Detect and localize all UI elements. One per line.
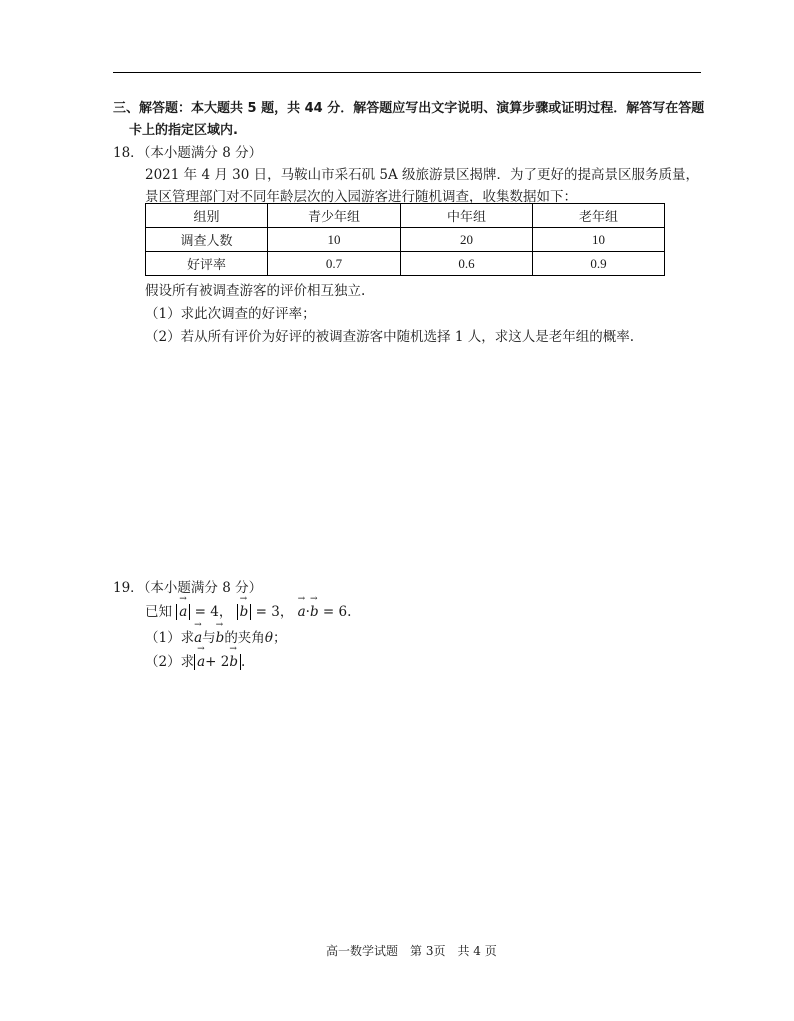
- abs-a: [176, 604, 190, 620]
- q19-given: 已知 → a = 4， → b = 3， → a·→ b = 6.: [145, 600, 351, 620]
- table-cell: 0.7: [268, 252, 401, 276]
- q18-assumption: 假设所有被调查游客的评价相互独立.: [145, 283, 366, 299]
- table-header-row: [146, 204, 665, 228]
- section-header-line1: 三、解答题：本大题共 5 题，共 44 分．解答题应写出文字说明、演算步骤或证明过程．解答写在答题: [113, 101, 705, 116]
- table-cell: 0.9: [533, 252, 665, 276]
- page-footer: 高一数学试题 第 3页 共 4 页: [326, 944, 497, 958]
- vector-a: → a: [298, 604, 306, 620]
- top-rule: [113, 72, 701, 73]
- table-header-cell: 中年组: [401, 204, 533, 228]
- q18-header: [113, 141, 262, 161]
- dot-product: = 6: [322, 604, 348, 620]
- table-row: [146, 228, 665, 252]
- q19-part2: （2）求→ a+ 2→ b .: [145, 650, 245, 670]
- table-cell: 0.6: [401, 252, 533, 276]
- q18-part2: （2）若从所有评价为好评的被调查游客中随机选择 1 人，求这人是老年组的概率.: [145, 329, 635, 345]
- a-magnitude: = 4: [194, 604, 219, 620]
- table-row: [146, 252, 665, 276]
- q19-number: 19．: [113, 580, 144, 596]
- part1-suffix: 的夹角: [224, 630, 265, 646]
- table-cell: 调查人数: [146, 228, 268, 252]
- vector-b: → b: [229, 654, 238, 670]
- vector-b: → b: [240, 604, 249, 620]
- vector-a: → a: [179, 604, 187, 620]
- table-header-cell: 组别: [146, 204, 268, 228]
- vector-a: → a: [194, 630, 202, 646]
- q18-intro-line2: 景区管理部门对不同年龄层次的入园游客进行随机调查，收集数据如下：: [145, 189, 577, 205]
- table-cell: 好评率: [146, 252, 268, 276]
- part2-plus: + 2: [205, 654, 230, 670]
- q18-part1: （1）求此次调查的好评率；: [145, 306, 316, 322]
- q18-number: 18．: [113, 145, 144, 161]
- theta-symbol: θ: [264, 630, 273, 646]
- abs-b: [237, 604, 252, 620]
- survey-table: [145, 203, 665, 276]
- part1-prefix: （1）求: [145, 630, 195, 646]
- part1-mid: 与: [202, 630, 216, 646]
- table-cell: 20: [401, 228, 533, 252]
- table-cell: 10: [533, 228, 665, 252]
- table-cell: 10: [268, 228, 401, 252]
- vector-b: → b: [310, 604, 319, 620]
- vector-b: → b: [216, 630, 225, 646]
- q19-part1: （1）求→ a与→ b的夹角θ；: [145, 626, 286, 646]
- q18-points: （本小题满分 8 分）: [143, 145, 263, 161]
- q19-points: （本小题满分 8 分）: [143, 580, 263, 596]
- part2-prefix: （2）求: [145, 654, 195, 670]
- abs-a-plus-2b: [194, 654, 241, 670]
- b-magnitude: = 3: [255, 604, 280, 620]
- table-header-cell: 老年组: [533, 204, 665, 228]
- section-header-line2: 卡上的指定区域内.: [129, 123, 238, 138]
- q18-intro-line1: 2021 年 4 月 30 日，马鞍山市采石矶 5A 级旅游景区揭牌．为了更好的提高景区服务质量，: [145, 167, 699, 183]
- table-header-cell: 青少年组: [268, 204, 401, 228]
- given-prefix: 已知: [145, 604, 172, 620]
- vector-a: → a: [197, 654, 205, 670]
- q19-header: [113, 576, 262, 596]
